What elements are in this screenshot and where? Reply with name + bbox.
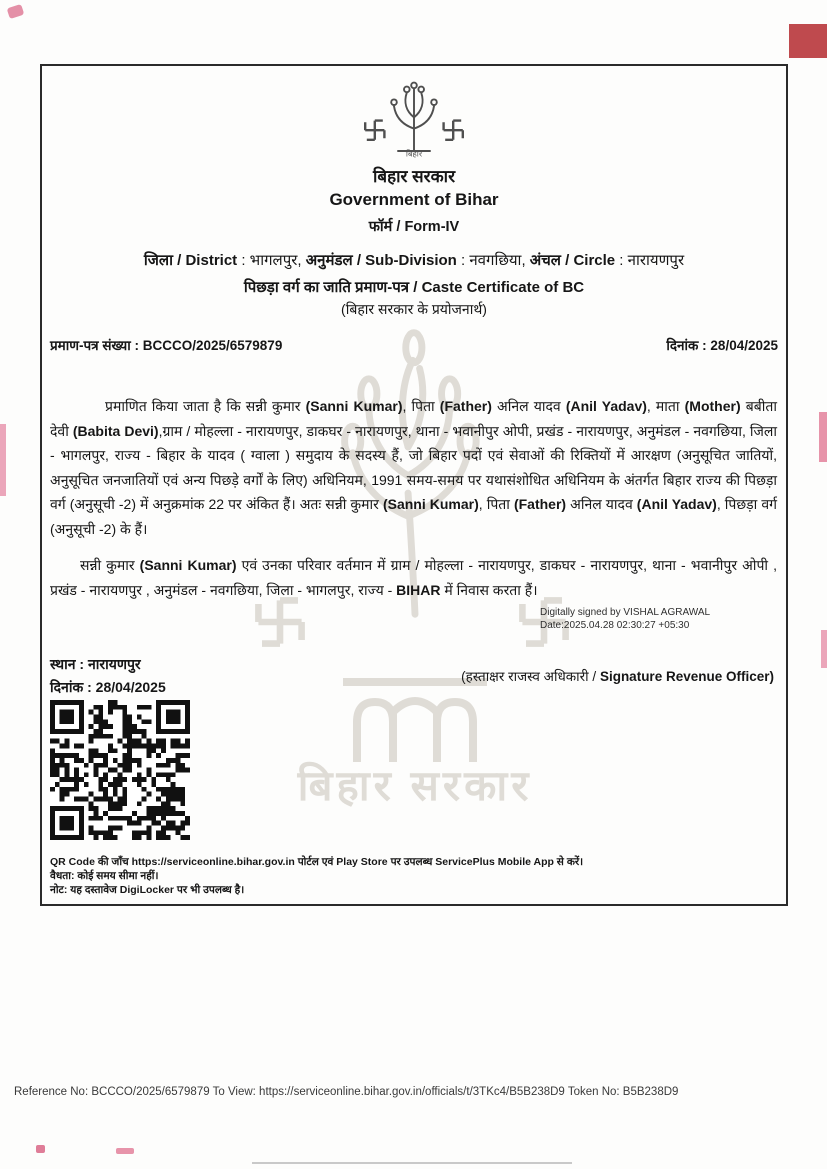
certificate-body-paragraph-1: प्रमाणित किया जाता है कि सन्नी कुमार (Sanni Kumar), पिता (Father) अनिल यादव (Anil Yadav), माता (Mother) बबीता देवी (Babita Devi),ग्राम / मोहल्ला - नारायणपुर, डाकघर - नारायणपुर, थाना - भवानीपुर ओपी, प्रखंड - नारायणपुर, अनुमंडल - नवगछिया, जिला - भागलपुर, राज्य - बिहार के यादव ( ग्वाला ) समुदाय के सदस्य हैं, जो बिहार पदों एवं सेवाओं की रिक्तियों में आरक्षण (अनुसूचित जातियों, अनुसूचित जनजातियों एवं अन्य पिछड़े वर्गों के लिए) अधिनियम, 1991 समय-समय पर यथासंशोधित अधिनियम के अंतर्गत बिहार राज्य की पिछड़ा वर्ग (अनुसूची -2) में अनुक्रमांक 22 पर अंकित हैं। अतः सन्नी कुमार (Sanni Kumar), पिता (Father) अनिल यादव (Anil Yadav), पिछड़ा वर्ग (अनुसूची -2) के हैं। [50, 398, 778, 537]
signature-officer-line: (हस्ताक्षर राजस्व अधिकारी / Signature Revenue Officer) [461, 669, 774, 684]
certificate-meta-row [50, 336, 778, 354]
government-title-english: Government of Bihar [329, 190, 499, 209]
certificate-body-paragraph-2: सन्नी कुमार (Sanni Kumar) एवं उनका परिवार वर्तमान में ग्राम / मोहल्ला - नारायणपुर, डाकघर - नारायणपुर, थाना - भवानीपुर ओपी , प्रखंड - नारायणपुर , अनुमंडल - नवगछिया, जिला - भागलपुर, राज्य - BIHAR में निवास करता हैं। [50, 557, 778, 598]
place-line: स्थान : नारायणपुर [50, 656, 141, 672]
date-line: दिनांक : 28/04/2025 [50, 679, 166, 695]
qr-code [50, 700, 190, 840]
form-number: फॉर्म / Form-IV [368, 219, 460, 235]
scan-artifact-top-right-red-block [789, 24, 827, 58]
svg-text:बिहार: बिहार [405, 149, 423, 158]
scan-artifact-bottom-2 [116, 1148, 134, 1154]
certificate-title: पिछड़ा वर्ग का जाति प्रमाण-पत्र / Caste Certificate of BC [243, 279, 585, 296]
scan-artifact-right-edge-1 [819, 412, 827, 462]
government-title-hindi: बिहार सरकार [372, 167, 456, 186]
bihar-government-emblem-icon [42, 80, 786, 158]
certificate-date: दिनांक : 28/04/2025 [666, 338, 778, 353]
certificate-border [40, 64, 788, 906]
digilocker-note: नोट: यह दस्तावेज DigiLocker पर भी उपलब्ध है। [50, 884, 245, 896]
validity-note: वैधता: कोई समय सीमा नहीं। [50, 870, 159, 882]
scan-artifact-bottom-1 [36, 1145, 45, 1153]
qr-note: QR Code की जाँच https://serviceonline.bihar.gov.in पोर्टल एवं Play Store पर उपलब्ध ServicePlus Mobile App से करें। [50, 856, 584, 868]
certificate-number: प्रमाण-पत्र संख्या : BCCCO/2025/6579879 [50, 338, 283, 353]
scan-artifact-left-edge [0, 424, 6, 496]
district-line: जिला / District : भागलपुर, अनुमंडल / Sub-Division : नवगछिया, अंचल / Circle : नारायणपुर [143, 252, 685, 269]
scan-artifact-bottom-line [252, 1162, 572, 1164]
scan-artifact-top-left [7, 4, 25, 19]
digital-signature-line2: Date:2025.04.28 02:30:27 +05:30 [540, 620, 690, 631]
scan-artifact-right-edge-2 [821, 630, 827, 668]
reference-line: Reference No: BCCCO/2025/6579879 To View: https://serviceonline.bihar.gov.in/officials/t/3TKc4/B5B238D9 Token No: B5B238D9 [14, 1086, 679, 1098]
certificate-subtitle: (बिहार सरकार के प्रयोजनार्थ) [341, 301, 487, 317]
digital-signature-block [540, 606, 770, 632]
watermark-text: बिहार सरकार [297, 762, 533, 809]
digital-signature-line1: Digitally signed by VISHAL AGRAWAL [540, 607, 711, 618]
